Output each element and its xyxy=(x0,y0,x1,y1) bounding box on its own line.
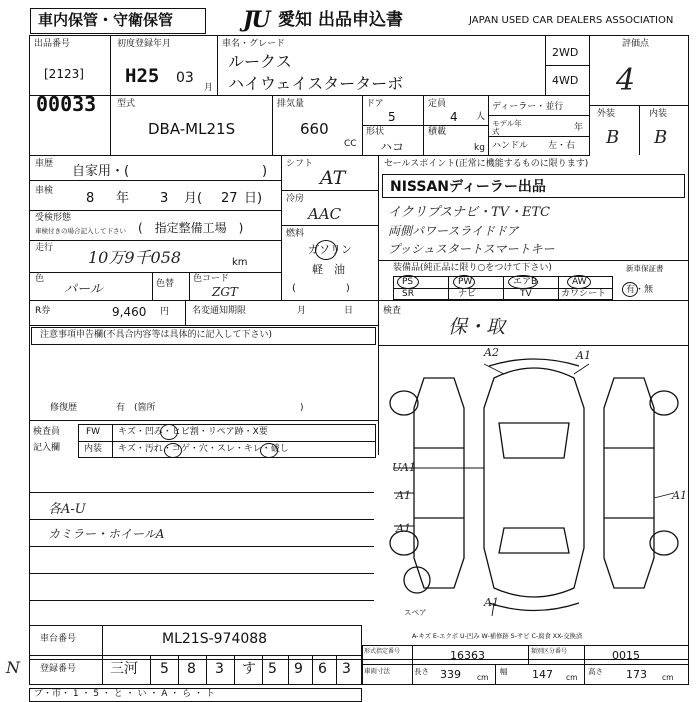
load-label: 積載 xyxy=(428,127,447,137)
drive-2wd: 2WD xyxy=(552,46,579,59)
capacity-unit: 人 xyxy=(476,112,486,122)
fuel-diesel: 軽 油 xyxy=(312,263,345,276)
shift-label: シフト xyxy=(286,159,314,169)
notes-label: 注意事項申告欄(不具合内容等は具体的に記入して下さい) xyxy=(40,330,273,340)
damage-mark-left-3: A1 xyxy=(396,522,411,535)
car-grade: ハイウェイスターターボ xyxy=(228,74,404,93)
height-label: 高さ xyxy=(588,667,603,676)
class-number: 0015 xyxy=(612,649,640,662)
history-close: ) xyxy=(262,164,268,179)
model-year-label: モデル年式 xyxy=(492,119,522,136)
inspector-label: 検査員 xyxy=(33,427,61,437)
lot-label: 出品番号 xyxy=(34,39,71,49)
reg-digit-5: 5 xyxy=(268,661,277,677)
shape-value: ハコ xyxy=(380,140,405,154)
equip-airbag: エアB xyxy=(513,277,538,287)
hand-note-2: カミラー・ホイールA xyxy=(48,527,165,541)
reg-digit-7: 6 xyxy=(318,661,327,677)
car-name-label: 車名・グレード xyxy=(222,39,286,49)
selling-label: セールスポイント(正常に機能するものに限ります) xyxy=(384,159,589,169)
car-dims-label: 車両寸法 xyxy=(364,667,390,675)
storage-badge-text: 車内保管・守衛保管 xyxy=(38,11,174,29)
writer-label: 記入欄 xyxy=(33,443,61,453)
reg-digit-1: 5 xyxy=(160,661,169,677)
equipment-label: 装備品(純正品に限り○をつけて下さい) xyxy=(393,263,552,273)
history-label: 車歴 xyxy=(35,159,54,169)
check-row1: キズ・凹み・ヒビ割・リペア跡・X要 xyxy=(118,427,268,437)
cc-unit: CC xyxy=(344,139,357,149)
inspection-year: 8 xyxy=(86,191,95,206)
width-label: 幅 xyxy=(500,667,508,676)
inspection-month-unit: 月( xyxy=(184,191,203,206)
selling-line2: 両側パワースライドドア xyxy=(388,224,519,238)
damage-mark-front-right: A1 xyxy=(576,349,591,362)
damage-mark-left-1: UA1 xyxy=(392,461,416,474)
footer-cut-text: プ・市・ 1 ・ 5 ・ と ・ い ・ A ・ ら ・ ト xyxy=(34,689,215,699)
recycle-value: 9,460 xyxy=(112,305,147,319)
length-label: 長さ xyxy=(414,667,429,676)
width-unit: cm xyxy=(566,673,578,682)
spare-label: スペア xyxy=(404,608,427,617)
selling-line1: イクリプスナビ・TV・ETC xyxy=(388,205,551,220)
equip-seat: カワシート xyxy=(561,289,607,299)
warranty-label: 新車保証書 xyxy=(626,264,664,273)
inspection-day: 27 xyxy=(221,191,238,206)
color-value: パール xyxy=(64,282,103,297)
car-name: ルークス xyxy=(228,52,292,71)
fuel-circle xyxy=(315,240,337,260)
class-number-label: 類別区分番号 xyxy=(531,648,568,655)
side-mark: N xyxy=(6,658,20,677)
form-label: 受検形態 xyxy=(35,213,72,223)
check-row1-tag: FW xyxy=(86,427,101,437)
equip-navi: ナビ xyxy=(458,289,477,299)
reg-digit-3: 3 xyxy=(215,661,224,677)
color-code-value: ZGT xyxy=(212,285,238,299)
inspection-label: 検査 xyxy=(383,306,402,316)
equip-pw: PW xyxy=(458,277,473,287)
equip-ps: PS xyxy=(402,277,414,287)
repair-value: 有 (箇所 xyxy=(116,403,156,413)
ac-value: AAC xyxy=(308,205,342,223)
chassis-number: ML21S-974088 xyxy=(162,631,268,647)
equip-sr: SR xyxy=(402,289,414,299)
car-damage-diagram xyxy=(384,348,684,628)
damage-mark-right: A1 xyxy=(672,489,687,502)
ju-logo: JU xyxy=(243,7,269,33)
capacity-label: 定員 xyxy=(428,99,447,109)
inspection-label: 車検 xyxy=(35,186,54,196)
model-value: DBA-ML21S xyxy=(148,120,236,138)
dealer-label: ディーラー・並行 xyxy=(492,102,564,112)
fuel-gasoline: ガソリン xyxy=(308,243,352,256)
mileage-label: 走行 xyxy=(35,243,54,253)
form-title: 出品申込書 xyxy=(318,10,403,30)
lot-bracket: [2123] xyxy=(44,67,84,81)
ac-label: 冷房 xyxy=(286,194,305,204)
reg-month-unit: 月 xyxy=(204,83,214,93)
fuel-paren: ( ) xyxy=(292,283,350,294)
inspection-day-unit: 日) xyxy=(244,191,263,206)
doors-value: 5 xyxy=(388,110,396,124)
model-year-unit: 年 xyxy=(574,123,584,133)
km-unit: km xyxy=(232,257,248,268)
chassis-label: 車台番号 xyxy=(40,634,77,644)
form-value: ( 指定整備工場 ) xyxy=(138,221,244,235)
length-unit: cm xyxy=(477,673,489,682)
deadline-month: 月 xyxy=(297,306,307,316)
handle-options: 左・右 xyxy=(548,141,576,151)
repair-close: ) xyxy=(300,403,304,413)
inspection-month: 3 xyxy=(160,191,169,206)
reg-digit-4: す xyxy=(242,661,256,677)
repair-label: 修復歴 xyxy=(50,403,78,413)
deadline-day: 日 xyxy=(344,306,354,316)
check-row2: キズ・汚れ・コゲ・穴・スレ・キレ・破し xyxy=(118,444,289,454)
recycle-label: R券 xyxy=(35,306,51,316)
doors-label: ドア xyxy=(366,99,384,109)
form-number-label: 形式指定番号 xyxy=(364,648,401,655)
color-code-label: 色コード xyxy=(193,274,230,284)
reg-era: H25 xyxy=(125,65,160,87)
recycle-unit: 円 xyxy=(160,307,170,317)
damage-legend: A-キズ E-エクボ U-凹み W-補修跡 S-サビ C-腐食 XX-交換済 xyxy=(412,633,583,640)
width-value: 147 xyxy=(532,668,553,681)
reg-digit-8: 3 xyxy=(342,661,351,677)
damage-mark-front-left: A2 xyxy=(484,346,499,359)
reg-number-label: 登録番号 xyxy=(40,664,77,674)
form-note: 車検付きの場合記入して下さい xyxy=(35,227,126,235)
kg-unit: kg xyxy=(474,143,485,153)
equip-aw: AW xyxy=(572,277,587,287)
form-number: 16363 xyxy=(450,649,485,662)
damage-mark-rear: A1 xyxy=(484,596,499,609)
rating-score: 4 xyxy=(616,63,636,98)
inspection-note: 保・取 xyxy=(448,316,506,338)
selling-line3: プッシュスタートスマートキー xyxy=(388,242,555,256)
association-name: JAPAN USED CAR DEALERS ASSOCIATION xyxy=(469,15,674,26)
mileage-value: 10万9千058 xyxy=(88,248,182,267)
hand-note-1: 各A-U xyxy=(48,502,86,517)
height-unit: cm xyxy=(662,673,674,682)
rating-label: 評価点 xyxy=(622,39,650,49)
history-value: 自家用・( xyxy=(72,164,130,179)
exterior-score: B xyxy=(606,127,620,148)
capacity-value: 4 xyxy=(450,110,458,124)
warranty-options: 有・無 xyxy=(626,285,654,295)
model-label: 型式 xyxy=(117,99,136,109)
shift-value: AT xyxy=(320,167,346,189)
deadline-label: 名変通知期限 xyxy=(192,306,247,316)
displacement-label: 排気量 xyxy=(277,99,305,109)
fuel-label: 燃料 xyxy=(286,229,305,239)
reg-region: 三河 xyxy=(110,661,138,677)
exterior-label: 外装 xyxy=(597,109,616,119)
drive-4wd: 4WD xyxy=(552,74,579,87)
damage-mark-left-2: A1 xyxy=(396,489,411,502)
reg-label: 初度登録年月 xyxy=(117,39,172,49)
interior-label: 内装 xyxy=(649,109,668,119)
color-label: 色 xyxy=(35,274,45,284)
reg-month: 03 xyxy=(176,70,194,86)
reg-digit-6: 9 xyxy=(294,661,303,677)
lot-number: 00033 xyxy=(36,92,97,116)
displacement-value: 660 xyxy=(300,120,329,138)
handle-label: ハンドル xyxy=(492,141,529,151)
height-value: 173 xyxy=(626,668,647,681)
check-row2-tag: 内装 xyxy=(84,444,103,454)
org-name: 愛知 xyxy=(278,10,312,30)
color-swap-label: 色替 xyxy=(156,279,175,289)
inspection-year-unit: 年 xyxy=(116,191,130,206)
selling-headline: NISSANディーラー出品 xyxy=(390,179,546,195)
reg-digit-2: 8 xyxy=(187,661,196,677)
shape-label: 形状 xyxy=(366,127,385,137)
interior-score: B xyxy=(654,127,668,148)
length-value: 339 xyxy=(440,668,461,681)
equip-tv: TV xyxy=(520,289,532,299)
